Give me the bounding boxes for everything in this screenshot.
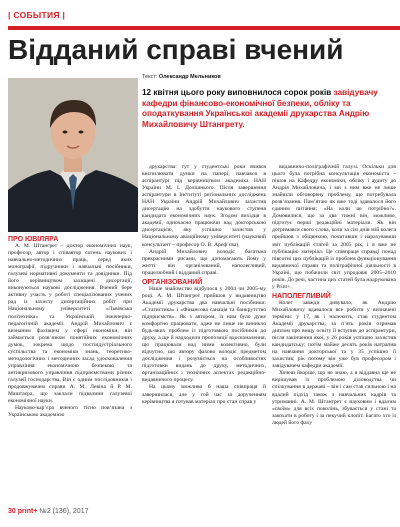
col1-paragraph-1: А. М. Штангрет – доктор економічних наук, професор, автор і співавтор сотень наукових і навчально-методичних праць, серед яких монографії, підручники і навчальні посібники, галузеві нормативні документи та довідники. Під його керівництвом захищені дисертації, виконуються наукові дослідження. Вчений бере активну участь у роботі спеціалізованих учених рад із захисту дисертаційних робіт при Національному університеті «Львівська політехніка» та Українській інженерно-педагогічній академії. Андрій Михайлович є визнаним фахівцем у сфері економіки, він займається розв’язком понятійних економічних думок, зокрема щодо постіндустріального суспільства та економіки знань, теоретико-методологічних і методичних засад удосконалення управління економічною безпекою та антикризового управління підприємствами різних галузей господарства. Він є одним послідовників і продовжувачем справи А. М. Левіна й Р. М. Маштаєра, що заклали підвалини галузевої економічної науки.	[8, 243, 132, 405]
col3-paragraph-2: Колег завжди дивувало, як Андрію Михайловичу вдавалося все робити у визначені терміни: у 17, як і належить, став студентом Академії друкарства; за п’ять років отримав диплом про вищу освіту й вступив до аспірантури, після закінчення якої, у 26 років успішно захистив кандидатську; потім майже десять років натрапив на навчання докторської та у 35 успішно її захистив; рік потому він уже був професором і завідувачем кафедри академії.	[272, 299, 396, 370]
section-heading-persistent: НАПОЛЕГЛИВИЙ	[272, 292, 331, 300]
col2-paragraph-1: друкарства: тут у студентські роки вчився виспилювати думки на папері, навчався в аспірантурі під керівництвом академіка НАН України М. І. Долішнього. Після завершення аспірантури в Інституті регіональних досліджень НАН України Андрій Михайлович захистив дисертацію на здобуття наукового ступеня кандидата економічних наук. Згодом вихідця в академії, одночасно працюючи над докторською дисертацією, яку успішно захистив у Національному авіаційному університеті (науковий консультант – професор О. В. Ареф’єва).	[142, 164, 266, 248]
col1-paragraph-2: Науково-кар’єра вченого тісно пов’язана з Українською академією	[8, 405, 132, 419]
lead-paragraph	[142, 88, 396, 130]
byline	[142, 74, 221, 80]
column-3	[272, 164, 396, 427]
col3-paragraph-1: видавничо-поліграфічній галузі. Оскільки для цього була потрібна консультація економіста – пішов на Кафедру економіки, обліку і аудиту до Андрія Михайловича, і ми з ним вже не лише знайшли обговорену проблему, що потребувала розв’язання. Пам’ятаю як вже тоді здавалося його єдиним питання: «На коли це потрібно?». Домовилися, що за два тижні він, можливо, підготує перші редакційні матеріали. Як він дотримався свого слова, коли за сім днів мій колега прийшов з обіцянкою, почитавши і нарахувавши звіт публікацій статей за 2005 рік, і я вже не публікацію матеріал. Це співпраця справді понад півсотні цих публікацій із проблем функціонування видавничої справи та поліграфічної діяльності в Україні, що побачили світ упродовж 2005–2010 років. До речі, частина цих статей була надрукована у Print+.	[272, 164, 397, 290]
col2-paragraph-2: Андрій Михайлович володіє багатьма прекрасними рисами, що допомагають йому у житті: він організований, наполегливий, працелюбний і відданий справі.	[142, 248, 266, 276]
lead-date: 12 квітня цього року виповнилося сорок років	[142, 88, 332, 97]
lead-highlight: завідувачу кафедри фінансово-економічної безпеки, обліку та оподаткування Української академії друкарства Андрію Михайловичу Штангрету.	[142, 88, 378, 129]
magazine-brand: print+	[17, 508, 38, 515]
col3-paragraph-3: Хочеш йкорше, що не знаю, а я віддавна ще не вирішував із проблемою діловодства чи спілкування в державі – він і сам став сильною і на вдалий підхід також з навчальних кадрів та утриманні. А. М. Штангрет є науковим і вдалим «своїм» для всіх поколінь, збувається у стані та закохати в роботу і за пекучий клопіт. Багато хто із людей його фаху	[272, 370, 396, 426]
page-number: 30	[8, 508, 16, 515]
page-footer	[8, 508, 89, 515]
section-heading-about: ПРО ЮВІЛЯРА	[8, 236, 59, 243]
col2-paragraph-3: Наше знайомство відбулося у 2004 чи 2005-му році. А. М. Штангрет прийшов у видавництво Академії друкарства два навчальні посібники: «Статистика» і «Фінансова санація та банкрутство підприємств». Як з автором, із ним було дуже комфортно працювати, адже не лише не виникло будь-яких проблем із підготовкою посібників до друку, а ще й надходили пропозиції вдосконалення, що працювали над ними колективно, були відчутно, що автору фахово володіє предметом дослідження і розуміється на особливостях підготовки видань до друку, методичних, організаційних і технічних аспектах редакційно-видавничого процесу.	[142, 285, 266, 384]
rubric: | СОБЫТИЯ |	[8, 10, 66, 20]
byline-author: Олександр Мельников	[158, 74, 221, 80]
article-title: Відданий справі вчений	[8, 34, 344, 65]
section-heading-organized: ОРГАНІЗОВАНИЙ	[142, 278, 203, 286]
col2-paragraph-4: На цьому можливо б наша співпраця й завершилася, але у той час за дорученням керівництва я готував матеріал про стан справ у	[142, 384, 266, 405]
column-2	[142, 164, 266, 406]
rubric-divider	[8, 26, 400, 30]
issue-label: №2 (136), 2017	[37, 508, 89, 515]
column-1	[8, 236, 132, 419]
byline-label: Текст:	[142, 74, 158, 80]
author-portrait-photo	[8, 78, 138, 232]
portrait-illustration	[8, 78, 138, 232]
